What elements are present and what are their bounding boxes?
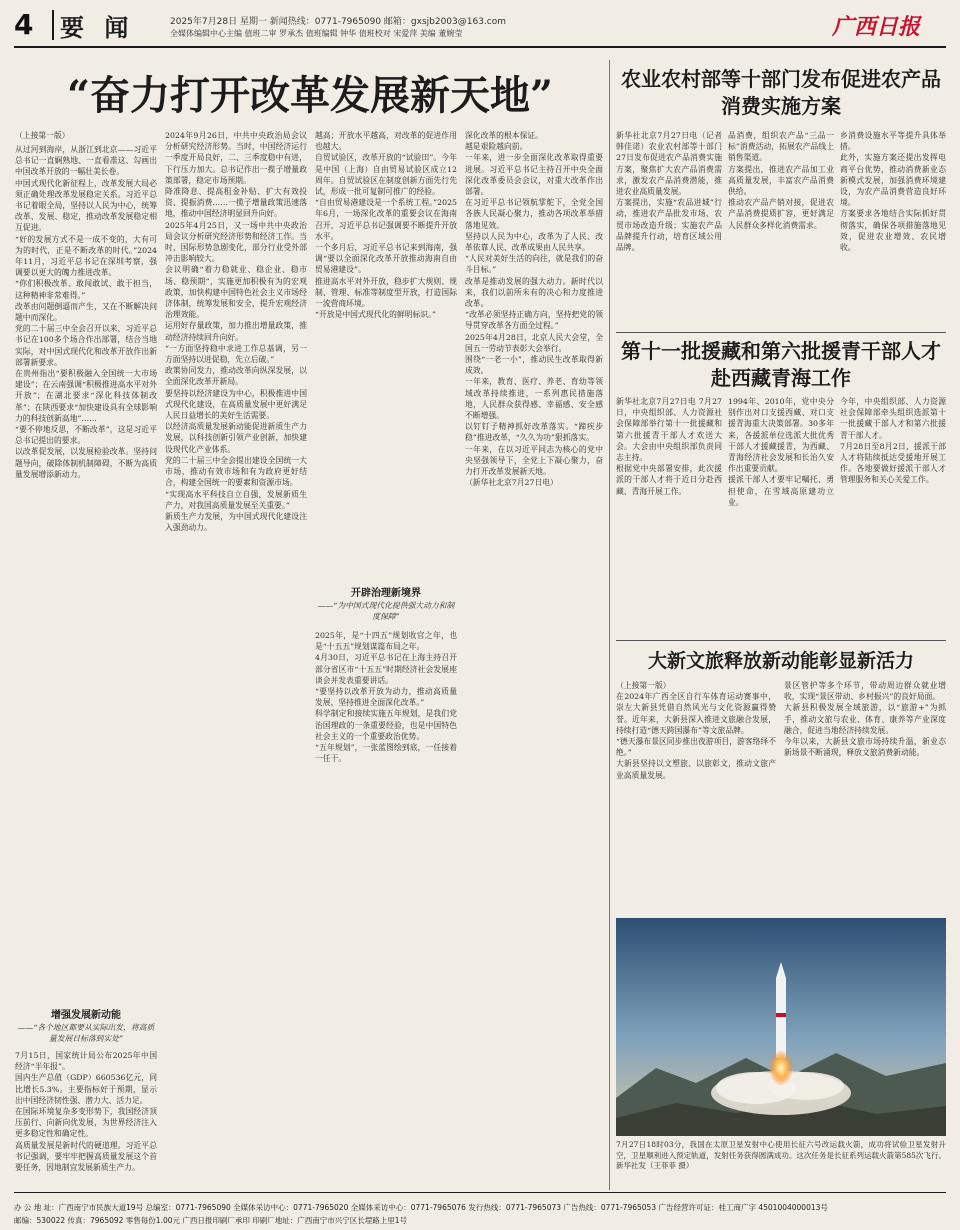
article4-col2: 景区管护等多个环节，带动周边群众就业增收，实现“景区带动、乡村振兴”的良好局面。 大新县积极发展全域旅游，以“旅游+”为抓手，推动文旅与农业、体育、康养等产业深度融合，促进当地经济持续发展。 今年以来，大新县文旅市场持续升温，新业态新场景不断涌现，释放文旅消费新动能。: [784, 681, 946, 758]
date-line: 2025年7月28日 星期一 新闻热线：0771-7965090 邮箱：gxsjb2003@163.com: [170, 17, 507, 27]
main-dateline: （上接第一版）: [15, 131, 70, 140]
article3-col1: 新华社北京7月27日电 7月27日，中央组织部、人力资源社会保障部举行第十一批援藏和第六批援青干部人才欢送大会。大会由中央组织部负责同志主持。 根据党中央部署安排，此次援派的干部人才将于近日分赴西藏、青海开展工作。: [616, 397, 722, 496]
editors-line: 全媒体编辑中心主编 值班二审 罗承杰 值班编辑 钟华 值班校对 宋爱萍 美编 董婉莹: [170, 29, 463, 38]
footer-rule: [14, 1192, 946, 1193]
main-col2: 2024年9月26日，中共中央政治局会议分析研究经济形势。当时，中国经济运行一季度开局良好，二、三季度稳中有进，下行压力加大。总书记作出一揽子增量政策部署，稳定市场预期。 降准降息、提高租金补贴、扩大有效投资、提振消费……一揽子增量政策迅速落地，推动中国经济明显回升向好。 2025年4月25日，又一场中共中央政治局会议分析研究经济形势和经济工作。当时，国际形势急剧变化，部分行业受外部冲击影响较大。 会议明确“着力稳就业、稳企业、稳市场、稳预期”，实施更加积极有为的宏观政策，加快构建中国特色社会主义市场经济体制，统筹发展和安全，提升宏观经济治理效能。 运用好存量政策，加力推出增量政策，推动经济持续回升向好。 “一方面坚持稳中求进工作总基调，另一方面坚持以进促稳，先立后破。” 政策协同发力，推动改革向纵深发展，以全面深化改革开新局。 要坚持以经济建设为中心，积极推进中国式现代化建设，在高质量发展中更好满足人民日益增长的美好生活需要。 以经济高质量发展新动能促进新质生产力发展，以科技创新引领产业创新，加快建设现代化产业体系。 党的二十届三中全会提出建设全国统一大市场，推动有效市场和有为政府更好结合，构建全国统一的要素和资源市场。 “实现高水平科技自立自强，发展新质生产力，对我国高质量发展至关重要。” 新质生产力发展，为中国式现代化建设注入强劲动力。: [165, 131, 307, 533]
masthead: [0, 0, 960, 48]
main-col1-quote: ——“各个地区都要从实际出发，将高质量发展目标落到实处”: [17, 1023, 155, 1044]
section-title: 要 闻: [60, 14, 135, 42]
page-number: 4: [14, 8, 34, 41]
header-divider: [52, 10, 54, 40]
article3-col3: 今年，中央组织部、人力资源社会保障部牵头组织选派第十一批援藏干部人才和第六批援青干部人才。 7月28日至8月2日，援派干部人才将陆续抵达受援地开展工作。各地要做好援派干部人才管理服务和关心关爱工作。: [840, 397, 946, 485]
main-col1-subhead: 增强发展新动能: [51, 1010, 121, 1021]
article4-headline: 大新文旅释放新动能彰显新活力: [647, 650, 914, 672]
article3-headline: 第十一批援藏和第六批援青干部人才赴西藏青海工作: [621, 339, 941, 390]
main-col4: 深化改革的根本保证。 越是艰险越向前。 一年来，进一步全面深化改革取得重要进展。习近平总书记主持召开中央全面深化改革委员会会议，对重大改革作出部署。 在习近平总书记领航掌舵下，全党全国各族人民凝心聚力，推动各项改革举措落地见效。 坚持以人民为中心，改革为了人民、改革依靠人民、改革成果由人民共享。 “人民对美好生活的向往，就是我们的奋斗目标。” 改革是推动发展的强大动力。新时代以来，我们以前所未有的决心和力度推进改革。 “改革必须坚持正确方向，坚持把党的领导贯穿改革各方面全过程。” 2025年4月28日，北京人民大会堂，全国五一劳动节表彰大会举行。 围绕“一老一小”，推动民生改革取得新成效。 一年来，教育、医疗、养老、育幼等领域改革持续推进，一系列惠民措施落地，人民群众获得感、幸福感、安全感不断增强。 以钉钉子精神抓好改革落实。“蹄疾步稳”推进改革，“久久为功”狠抓落实。 一年来，在以习近平同志为核心的党中央坚强领导下，全党上下凝心聚力，奋力打开改革发展新天地。 （新华社北京7月27日电）: [465, 131, 603, 488]
article2-headline: 农业农村部等十部门发布促进农产品消费实施方案: [621, 67, 941, 118]
article2-col2: 品消费，组织农产品“三品一标”消费活动，拓展农产品线上销售渠道。 方案提出，推进农产品加工业高质量发展，丰富农产品消费供给。 推动农产品产销对接，促进农产品消费提质扩容，更好满足人民群众多样化消费需求。: [728, 131, 834, 230]
article2-col1: 新华社北京7月27日电（记者韩佳诺）农业农村部等十部门27日发布促进农产品消费实施方案，聚焦扩大农产品消费需求，激发农产品消费潜能，推进农业高质量发展。 方案提出，实施“农品进城”行动，推进农产品批发市场、农贸市场改造升级；实施农产品品牌提升行动，培育区域公用品牌。: [616, 131, 722, 253]
article4-col1: （上接第一版） 在2024年广西全区自行车体育运动赛事中，崇左大新县凭借自然风光与文化资源赢得赞誉。近年来，大新县深入推进文旅融合发展，持续打造“德天跨国瀑布”等文旅品牌。 “德天瀑布景区同步推出夜游项目，游客络绎不绝。” 大新县坚持以文塑旅、以旅彰文，推动文旅产业高质量发展。: [616, 681, 776, 780]
main-col3-quote: ——“为中国式现代化提供强大动力和制度保障”: [317, 601, 455, 622]
footer: [0, 1196, 960, 1230]
article2-col3: 乡消费设施水平等提升具体举措。 此外，实施方案还提出发挥电商平台优势，推动消费新业态新模式发展，加强消费环境建设，为农产品消费营造良好环境。 方案要求各地结合实际抓好贯彻落实，确保各项措施落地见效，促进农业增效、农民增收。: [840, 131, 946, 253]
photo-caption: 7月27日18时03分，我国在太原卫星发射中心使用长征六号改运载火箭，成功将试验卫星发射升空，卫星顺利进入预定轨道，发射任务获得圆满成功。这次任务是长征系列运载火箭第585次飞行。 新华社发（王菲菲 摄）: [616, 1140, 951, 1170]
footer-line-2: 邮编：530022 传真：7965092 零售每份1.00元 广西日报印刷厂承印 印刷厂地址：广西南宁市兴宁区长堽路上里1号: [14, 1216, 408, 1225]
article3-col2: 1994年、2010年，党中央分别作出对口支援西藏、对口支援青海重大决策部署。30多年来，各援派单位选派大批优秀干部人才援藏援青，为西藏、青海经济社会发展和长治久安作出重要贡献。 援派干部人才要牢记嘱托、勇担使命，在雪域高原建功立业。: [728, 397, 834, 507]
main-col1: 从过河到海岸，从浙江到北京——习近平总书记一直娴熟地、一直看准这、勾画出中国改革开放的一幅壮美长卷。 中国式现代化新征程上，改革发展大局必须正确处理改革发展稳定关系。习近平总书记着眼全局，坚持以人民为中心，统筹改革、发展、稳定，推动改革发展稳定相互促进。 “好的发展方式不是一成不变的，大有可为的时代，正是不断改革的时代。”2024年11月，习近平总书记在深圳考察，强调要以更大的魄力推进改革。 “你们积极改革、敢闯敢试、敢于担当，这种精神非常难得。” 改革由问题倒逼而产生，又在不断解决问题中而深化。 党的二十届三中全会召开以来，习近平总书记在100多个场合作出部署，结合当地实际，对中国式现代化和改革开放作出新部署新要求。 在贵州指出“要积极融入全国统一大市场建设”；在云南强调“积极推进高水平对外开放”；在湖北要求“深化科技体制改革”；在陕西要求“加快建设具有全球影响力的科技创新高地”…… “要不停地反思，不断改革”，这是习近平总书记提出的要求。 以改革促发展，以发展检验改革。坚持问题导向，破除体制机制障碍，不断为高质量发展增添新动力。: [15, 145, 157, 479]
article2-rule: [616, 332, 946, 333]
main-headline: “奋力打开改革发展新天地”: [66, 72, 553, 119]
header-rule: [14, 46, 946, 48]
footer-line-1: 办 公 地 址：广西南宁市民族大道19号 总编室：0771-7965090 全媒体采访中心：0771-7965020 全媒体采访中心：0771-7965076 发行热线：0771-7965073 广告热线：0771-7965053 广告经营许可证：桂工商广字 4501004000013号: [14, 1203, 828, 1212]
main-col3-subhead: 开辟治理新境界: [351, 588, 421, 599]
main-col3-tail: 2025年，是“十四五”规划收官之年，也是“十五五”规划谋篇布局之年。 4月30日，习近平总书记在上海主持召开部分省区市“十五五”时期经济社会发展座谈会并发表重要讲话。 “要坚持以改革开放为动力，推动高质量发展，坚持推进全面深化改革。” 科学制定和接续实施五年规划，是我们党治国理政的一条重要经验，也是中国特色社会主义的一个重要政治优势。 “五年规划”，一张蓝图绘到底，一任接着一任干。: [315, 631, 457, 764]
main-col1-tail: 7月15日，国家统计局公布2025年中国经济“半年报”。 国内生产总值（GDP）660536亿元，同比增长5.3%。主要指标好于预期，显示出中国经济韧性强、潜力大、活力足。 在国际环境复杂多变形势下，我国经济顶压前行、向新向优发展，为世界经济注入更多稳定性和确定性。 高质量发展是新时代的硬道理。习近平总书记强调，要牢牢把握高质量发展这个首要任务，因地制宜发展新质生产力。: [15, 1051, 157, 1173]
column-divider: [609, 60, 610, 1190]
newspaper-logo: 广西日报: [831, 14, 920, 40]
rocket-launch-photo: [616, 918, 946, 1136]
article3-rule: [616, 640, 946, 641]
main-col3: 越高；开放水平越高，对改革的促进作用也越大。 自贸试验区，改革开放的“试验田”。今年是中国（上海）自由贸易试验区成立12周年。自贸试验区在制度创新方面先行先试，形成一批可复制可推广的经验。 “自由贸易港建设是一个系统工程。”2025年6月，一场深化改革的重要会议在海南召开，习近平总书记强调要不断提升开放水平。 一个多月后，习近平总书记来到海南，强调“要以全面深化改革开放推动海南自由贸易港建设”。 推进高水平对外开放，稳步扩大规则、规制、管理、标准等制度型开放，打造国际一流营商环境。 “开放是中国式现代化的鲜明标识。”: [315, 131, 457, 320]
